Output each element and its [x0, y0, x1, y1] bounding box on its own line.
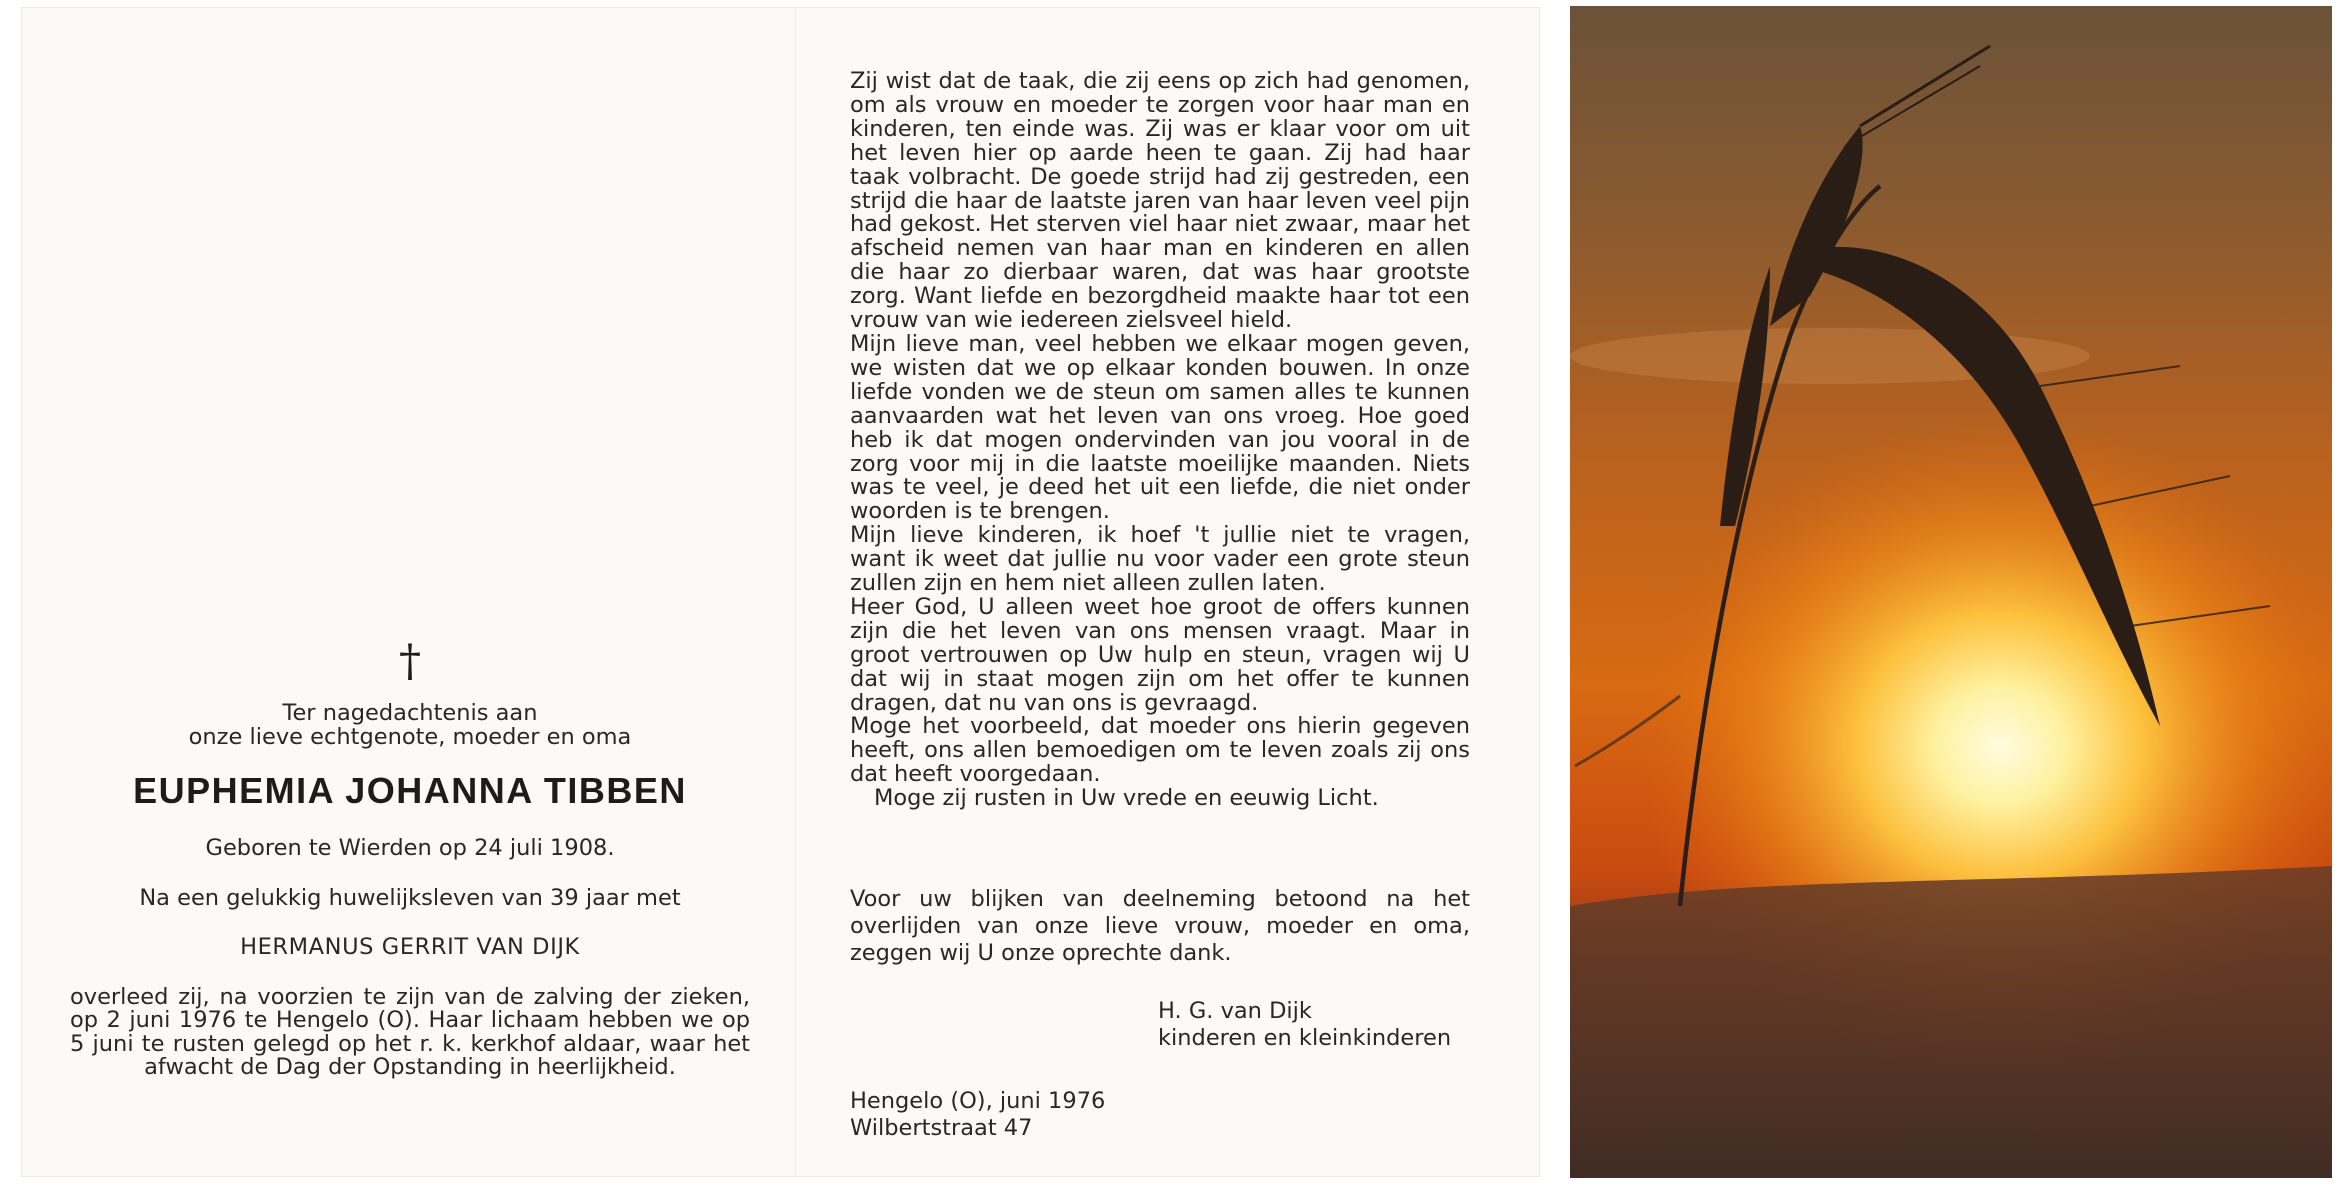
- signature-line-2: kinderen en kleinkinderen: [1158, 1025, 1452, 1051]
- sunset-wheat-illustration: [1570, 6, 2332, 1178]
- horizon-ground: [1570, 866, 2332, 1178]
- marriage-text: Na een gelukkig huwelijksleven van 39 jaar met: [139, 884, 681, 911]
- sunset-photo: [1570, 6, 2332, 1178]
- middle-panel: [850, 70, 1470, 811]
- place-and-address: [850, 1088, 1270, 1142]
- paragraph: Zij wist dat de taak, die zij eens op zich had genomen, om als vrouw en moeder te zorgen voor haar man en kinderen, ten einde was. Zij was er klaar voor om uit het leven hier op aarde heen te gaan. Zij had haar taak volbracht. De goede strijd had zij gestreden, een strijd die haar de laatste jaren van haar leven veel pijn had gekost. Het sterven viel haar niet zwaar, maar het afscheid nemen van haar man en kinderen en allen die haar zo dierbaar waren, dat was haar grootste zorg. Want liefde en bezorgdheid maakte haar tot een vrouw van wie iedereen zielsveel hield.: [850, 68, 1470, 334]
- thanks-text: Voor uw blijken van deelneming betoond na het overlijden van onze lieve vrouw, moeder en oma, zeggen wij U onze oprechte dank.: [850, 886, 1470, 966]
- signature-line-1: H. G. van Dijk: [1158, 998, 1312, 1024]
- cross-icon: †: [399, 636, 421, 687]
- paragraph: Moge het voorbeeld, dat moeder ons hierin gegeven heeft, ons allen bemoedigen om te leven zoals zij ons dat heeft voorgedaan.: [850, 713, 1470, 788]
- place-date: Hengelo (O), juni 1976: [850, 1088, 1106, 1114]
- card-fold: [795, 8, 796, 1176]
- deceased-name: EUPHEMIA JOHANNA TIBBEN: [133, 770, 687, 811]
- memorial-intro: [70, 702, 750, 749]
- paragraph: Heer God, U alleen weet hoe groot de offers kunnen zijn die het leven van ons mensen vraagt. Maar in groot vertrouwen op Uw hulp en steun, vragen wij U dat wij in staat mogen zijn om het offer te kunnen dragen, dat nu van ons is gevraagd.: [850, 593, 1470, 716]
- obituary-text: overleed zij, na voorzien te zijn van de zalving der zieken, op 2 juni 1976 te Hengelo (O). Haar lichaam hebben we op 5 juni te rusten gelegd op het r. k. kerkhof aldaar, waar het afwacht de Dag der Opstanding in heerlijkheid.: [70, 983, 750, 1080]
- husband-name: HERMANUS GERRIT VAN DIJK: [240, 934, 580, 960]
- birth-text: Geboren te Wierden op 24 juli 1908.: [205, 835, 615, 861]
- address: Wilbertstraat 47: [850, 1115, 1033, 1141]
- left-panel: [70, 636, 750, 1080]
- blessing-line: Moge zij rusten in Uw vrede en eeuwig Licht.: [874, 785, 1379, 812]
- paragraph: Mijn lieve man, veel hebben we elkaar mogen geven, we wisten dat we op elkaar konden bouwen. In onze liefde vonden we de steun om samen alles te kunnen aanvaarden wat het leven van ons vroeg. Hoe goed heb ik dat mogen ondervinden van jou vooral in de zorg voor mij in die laatste moeilijke maanden. Niets was te veel, je deed het uit een liefde, die niet onder woorden is te brengen.: [850, 330, 1470, 525]
- memorial-line-1: Ter nagedachtenis aan: [282, 700, 538, 726]
- signature: [1158, 998, 1478, 1052]
- memorial-line-2: onze lieve echtgenote, moeder en oma: [188, 723, 632, 750]
- paragraph: Mijn lieve kinderen, ik hoef 't jullie niet te vragen, want ik weet dat jullie nu voor vader een grote steun zullen zijn en hem niet alleen zullen laten.: [850, 522, 1470, 597]
